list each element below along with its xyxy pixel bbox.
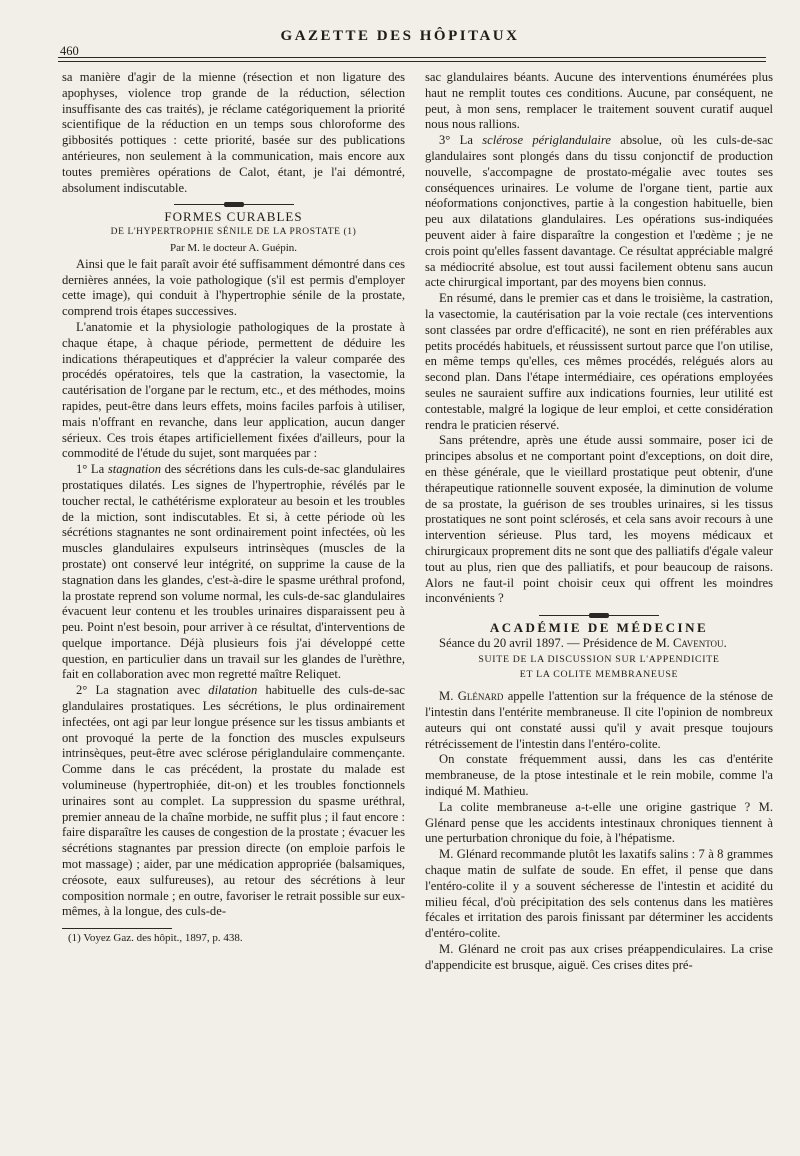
paragraph: sac glandulaires béants. Aucune des interventions énumérées plus haut ne remplit toutes ces conditions. Aucune, par conséquent, ne peut, à mon sens, remplacer le traitement souvent curatif auquel nous nous rallions. [425, 70, 773, 132]
header-rule [58, 57, 766, 58]
item-number: 1° La [76, 462, 108, 477]
paragraph [425, 689, 773, 752]
right-column [425, 70, 773, 974]
section-divider [539, 615, 659, 616]
page-number: 460 [60, 44, 79, 58]
emphasis: dilatation [208, 683, 258, 698]
footnote: (1) Voyez Gaz. des hôpit., 1897, p. 438. [68, 932, 243, 945]
paragraph-text: absolue, où les culs-de-sac glandulaires sont plongés dans du tissu conjonctif de production nouvelle, s'accompagne de prostato-mégalie avec toutes ses conséquences urinaires. Le volume de l'organe tient, partie aux néoformations conjonctives, partie à la congestion habituelle, bien peu aux dilatations glandulaires. Les opérations sus-indiquées peuvent aider à faire disparaître la congestion et l'œdème ; je ne crois point qu'elles fassent davantage. Ce résultat appréciable malgré sa médiocrité absolue, est tout aussi facilement obtenu sans aucun acte chirurgical important, par des moyens bien connus. [425, 133, 773, 290]
seance-end: . [723, 635, 727, 650]
discussion-title: SUITE DE LA DISCUSSION SUR L'APPENDICITE [478, 653, 720, 665]
paragraph: La colite membraneuse a-t-elle une origine gastrique ? M. Glénard pense que les accidents intestinaux chroniques tiennent à une perturbation chronique du foie, à l'hépatisme. [425, 799, 773, 846]
paragraph-stage-3 [425, 133, 773, 291]
seance-line [425, 636, 773, 652]
paragraph-text: appelle l'attention sur la fréquence de la sténose de l'intestin dans l'entérite membraneuse. Il cite l'opinion de nombreux auteurs qui ont constaté aussi qu'il y avait presque toujours rétrécissement de l'intestin dans l'entéro-colite. [425, 689, 773, 751]
footnote-rule [62, 928, 172, 929]
item-number: 3° La [439, 133, 483, 148]
running-title: GAZETTE DES HÔPITAUX [280, 28, 520, 44]
emphasis: sclérose périglandulaire [482, 133, 611, 148]
intro-paragraph: sa manière d'agir de la mienne (résection et non ligature des apophyses, violence trop grande de la réduction, sélection insuffisante des cas traités), je réclame catégoriquement la priorité scientifique de la réduction en un temps sous chloroforme des gibbosités pottiques : cette priorité, basée sur des publications antérieures, non seulement à la communication, mais encore aux toutes premières opérations de Calot, étant, je l'ai démontré, absolument indiscutable. [62, 70, 405, 195]
paragraph-text: des sécrétions dans les culs-de-sac glandulaires prostatiques dilatés. Les signes de l'hypertrophie, révélés par le toucher rectal, le cathétérisme explorateur au besoin et les troubles de la miction, sont indiscutables. Et si, à cette période où les sécrétions stagnantes ne sont ordinairement point infectées, où les muscles glandulaires expulseurs intrinsèques (muscles de la prostate) ont conservé leur intégrité, on supprime la cause de la stagnation dans les glandes, c'est-à-dire le spasme uréthral profond, la prostate reprend son volume normal, les culs-de-sac glandulaires évacuent leur contenu et les troubles urinaires disparaissent peu à peu. Point n'est besoin, pour arriver à ce résultat, d'interventions de quelque importance. Déjà plusieurs fois j'ai développé cette question, en particulier dans un travail sur les glandes de l'urèthre, fait en collaboration avec mon regretté maître Reliquet. [62, 462, 405, 682]
paragraph: L'anatomie et la physiologie pathologiques de la prostate à chaque étape, à chaque période, permettent de déduire les indications thérapeutiques et d'apprécier la valeur comparée des procédés opératoires, tels que la castration, la vasectomie, la cautérisation de l'organe par le rectum, etc., et des méthodes, moins rapides, peut-être dans leurs effets, moins faciles parfois à utiliser, mais n'offrant en revanche, dans leur application, aucun danger sérieux. Ces trois étapes artificiellement fixées d'ailleurs, pour la commodité de l'étude du sujet, sont marquées par : [62, 319, 405, 461]
seance-text: Séance du 20 avril 1897. — Présidence de M. [439, 635, 673, 650]
president-name: Caventou [672, 635, 724, 650]
left-column [62, 70, 405, 947]
paragraph: Sans prétendre, après une étude aussi sommaire, poser ici de principes absolus et ne comportant point d'exceptions, on doit dire, en thèse générale, que le vieillard prostatique peut obtenir, d'une thérapeutique rationnelle souvent exposée, la diminution de volume de sa prostate, la guérison de ses troubles urinaires, si les tissus prostatiques ne sont point sclérosés, et cela sans avoir recours à une intervention sérieuse. Plus tard, les moyens médicaux et chirurgicaux proprement dits ne sont que des palliatifs d'égale valeur tout au plus, rien que des palliatifs, et pour beaucoup de raisons. Alors ne faut-il point choisir ceux qui offrent les moindres inconvénients ? [425, 433, 773, 606]
discussion-subtitle: ET LA COLITE MEMBRANEUSE [519, 669, 679, 681]
section-divider [174, 204, 294, 205]
item-number: 2° La stagnation avec [76, 683, 209, 698]
speaker-name: M. Glénard [439, 689, 504, 704]
emphasis: stagnation [107, 462, 161, 477]
paragraph: Ainsi que le fait paraît avoir été suffisamment démontré dans ces dernières années, la voie pathologique (s'il est permis d'employer cette image), qui conduit à l'hypertrophie sénile de la prostate, comprend trois étapes successives. [62, 256, 405, 319]
header-rule-thin [58, 61, 766, 62]
paragraph: M. Glénard ne croit pas aux crises préappendiculaires. La crise d'appendicite est brusque, aiguë. Ces crises dites pré- [425, 942, 773, 972]
paragraph: On constate fréquemment aussi, dans les cas d'entérite membraneuse, de la ptose intestinale et le rein mobile, comme l'a indiqué M. Mathieu. [425, 752, 773, 799]
academy-title: ACADÉMIE DE MÉDECINE [489, 620, 709, 636]
paragraph: En résumé, dans le premier cas et dans le troisième, la castration, la vasectomie, la cautérisation par la voie rectale (ces interventions sont classées par ordre d'efficacité), ne sont en rien préférables aux petits procédés habituels, et réussissent surtout parce que l'on utilise, en même temps qu'elles, ces mêmes procédés, relégués alors au second plan. Dans l'étape intermédiaire, ces opérations employées seules ne sauraient suffire aux indications fournies, leur utilité est contestable, malgré la logique de leur emploi, et cette considération rendra le praticien réservé. [425, 291, 773, 432]
section-title: FORMES CURABLES [164, 209, 303, 225]
paragraph-stage-2 [62, 683, 405, 920]
paragraph-text: habituelle des culs-de-sac glandulaires prostatiques. Les sécrétions, le plus ordinairement infectées, ont agi par leur longue présence sur les tissus ambiants et ont provoqué la perte de la fonction des muscles expulseurs intrinsèques, peut-être avec sclérose périglandulaire commençante. Comme dans le cas précédent, la prostate du malade est volumineuse (hypertrophiée, dit-on) et les troubles fonctionnels urinaires sont au complet. La suppression du spasme uréthral, premier anneau de la chaîne morbide, ne suffit plus ; il faut encore : faire disparaître les causes de congestion de la prostate ; évacuer les sécrétions stagnantes par pression directe (on emploie parfois le mot massage) ; aider, par une médication appropriée (balsamiques, créosote, eaux sulfureuses), au retour des sécrétions à leur composition normale ; en outre, favoriser le retrait possible sur eux-mêmes, à la longue, des culs-de- [62, 683, 405, 919]
paragraph: M. Glénard recommande plutôt les laxatifs salins : 7 à 8 grammes chaque matin de sulfate de soude. En effet, il pense que dans l'entéro-colite il y a souvent sécheresse de l'intestin et acidité du milieu fécal, d'où précipitation des sels contenus dans les matières fécales et irritation des parois finissant par déterminer les accidents d'entéro-colite. [425, 847, 773, 941]
section-subtitle: DE L'HYPERTROPHIE SÉNILE DE LA PROSTATE (1) [110, 227, 357, 238]
paragraph-stage-1 [62, 462, 405, 683]
byline: Par M. le docteur A. Guépin. [169, 241, 298, 254]
